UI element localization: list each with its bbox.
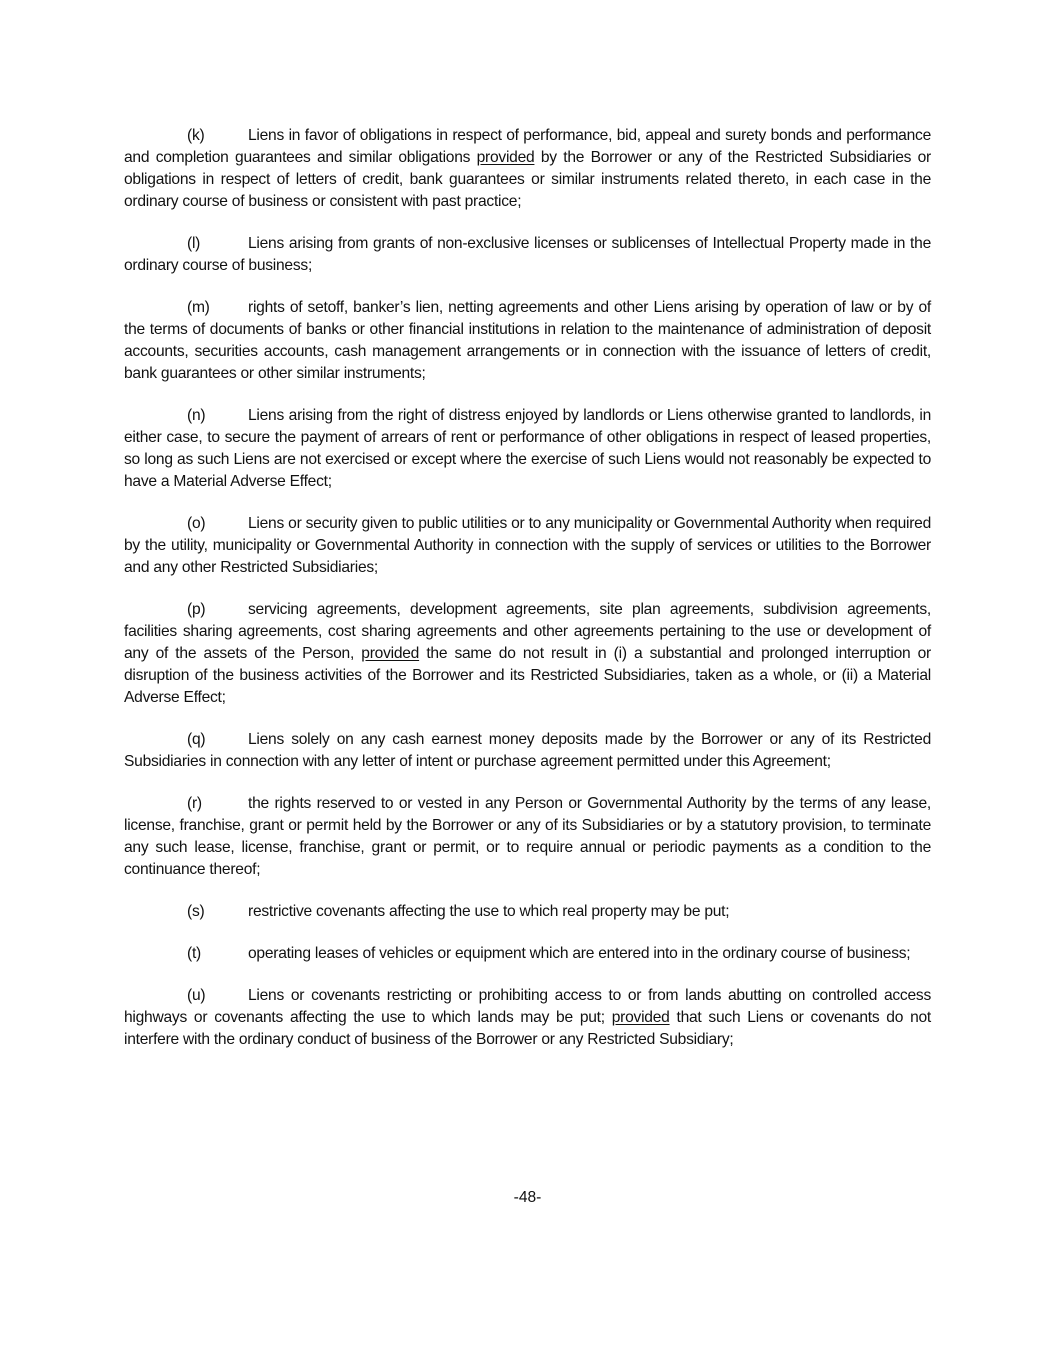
clause-text: Liens arising from the right of distress enjoyed by landlords or Liens otherwise granted to landlords, in either case, to secure the payment of arrears of rent or performance of other obligations in respect of leased properties, so long as such Liens are not exercised or except where the exercise of such Liens would not reasonably be expected to have a Material Adverse Effect; — [124, 407, 931, 490]
clause-label: (s) — [187, 903, 205, 920]
clause-text: the same do not result in (i) a substantial and prolonged interruption or disruption of the business activities of the Borrower and its Restricted Subsidiaries, taken as a whole, or (ii) a Material Adverse Effect; — [124, 645, 931, 706]
clause-label: (t) — [187, 945, 201, 962]
clause-label: (q) — [187, 731, 206, 748]
clause-o — [124, 513, 931, 579]
clause-text: rights of setoff, banker’s lien, netting agreements and other Liens arising by operation of law or by of the terms of documents of banks or other financial institutions in relation to the maintenance of administration of deposit accounts, securities accounts, cash management arrangements or in connection with the issuance of letters of credit, bank guarantees or other similar instruments; — [124, 299, 931, 382]
clause-u — [124, 985, 931, 1051]
underlined-term-provided: provided — [476, 149, 535, 166]
clause-text: Liens solely on any cash earnest money deposits made by the Borrower or any of its Restricted Subsidiaries in connection with any letter of intent or purchase agreement permitted under this Agreement; — [124, 731, 931, 770]
clause-p — [124, 599, 931, 709]
clause-label: (o) — [187, 515, 206, 532]
clause-text: that such Liens or covenants do not interfere with the ordinary conduct of business of the Borrower or any Restricted Subsidiary; — [124, 1009, 931, 1048]
clause-label: (u) — [187, 987, 206, 1004]
page-number: -48- — [513, 1189, 542, 1206]
clause-label: (l) — [187, 235, 201, 252]
clause-text: Liens or security given to public utilities or to any municipality or Governmental Authority when required by the utility, municipality or Governmental Authority in connection with the supply of services or utilities to the Borrower and any other Restricted Subsidiaries; — [124, 515, 931, 576]
clause-label: (m) — [187, 299, 210, 316]
clause-text: servicing agreements, development agreements, site plan agreements, subdivision agreements, facilities sharing agreements, cost sharing agreements and other agreements pertaining to the use or development of any of the assets of the Person, — [124, 601, 931, 662]
clause-t — [124, 943, 931, 965]
clause-m — [124, 297, 931, 385]
clause-label: (n) — [187, 407, 206, 424]
clause-label: (k) — [187, 127, 205, 144]
clause-q — [124, 729, 931, 773]
underlined-term-provided: provided — [611, 1009, 670, 1026]
clause-label: (r) — [187, 795, 202, 812]
clause-text: operating leases of vehicles or equipment which are entered into in the ordinary course of business; — [248, 945, 911, 962]
clause-k — [124, 125, 931, 213]
lien-clauses-list — [124, 125, 931, 1071]
clause-text: restrictive covenants affecting the use to which real property may be put; — [248, 903, 730, 920]
clause-text: Liens arising from grants of non-exclusive licenses or sublicenses of Intellectual Property made in the ordinary course of business; — [124, 235, 931, 274]
clause-text: the rights reserved to or vested in any Person or Governmental Authority by the terms of any lease, license, franchise, grant or permit held by the Borrower or any of its Subsidiaries or by a statutory provision, to terminate any such lease, license, franchise, grant or permit, or to require annual or periodic payments as a condition to the continuance thereof; — [124, 795, 931, 878]
clause-label: (p) — [187, 601, 206, 618]
underlined-term-provided: provided — [361, 645, 420, 662]
clause-text: by the Borrower or any of the Restricted Subsidiaries or obligations in respect of letters of credit, bank guarantees or similar instruments related thereto, in each case in the ordinary course of business or consistent with past practice; — [124, 149, 931, 210]
clause-text: Liens or covenants restricting or prohibiting access to or from lands abutting on controlled access highways or covenants affecting the use to which lands may be put; — [124, 987, 931, 1026]
clause-n — [124, 405, 931, 493]
clause-text: Liens in favor of obligations in respect of performance, bid, appeal and surety bonds and performance and completion guarantees and similar obligations — [124, 127, 931, 166]
clause-l — [124, 233, 931, 277]
clause-r — [124, 793, 931, 881]
clause-s — [124, 901, 931, 923]
